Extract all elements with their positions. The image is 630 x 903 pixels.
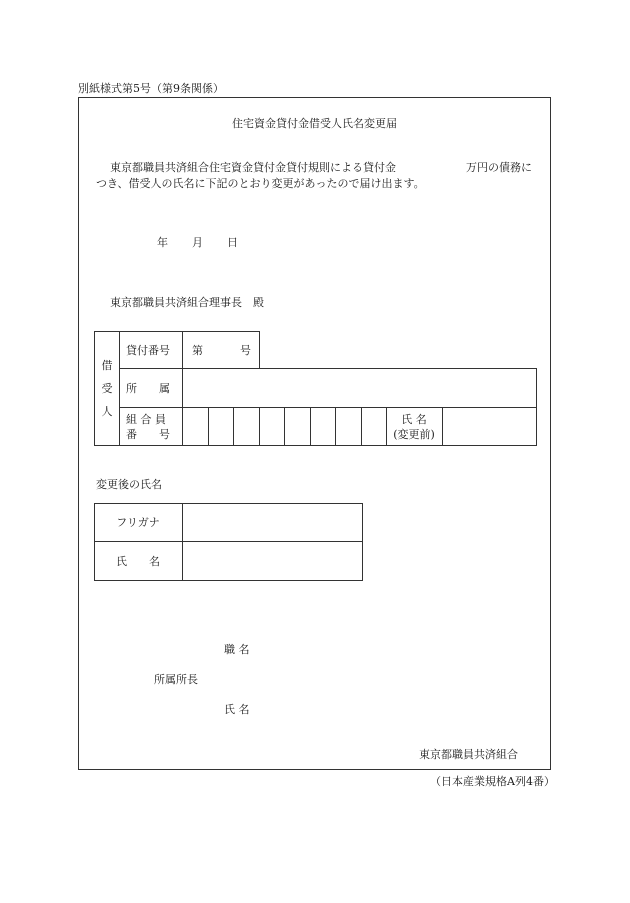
body-text-line1-part2: 万円の債務に xyxy=(466,161,532,174)
paper-size-note: （日本産業規格A列4番） xyxy=(430,775,555,788)
name-before-label-line1: 氏 名 xyxy=(401,413,427,426)
office-head-label: 所属所長 xyxy=(154,673,198,686)
affiliation-field[interactable] xyxy=(183,369,536,407)
position-label: 職 名 xyxy=(224,643,250,656)
furigana-label: フリガナ xyxy=(116,516,160,529)
body-text-line2: つき、借受人の氏名に下記のとおり変更があったので届け出ます。 xyxy=(96,177,425,190)
addressee: 東京都職員共済組合理事長 殿 xyxy=(110,296,264,309)
signer-name-label: 氏 名 xyxy=(224,703,250,716)
date-month-label: 月 xyxy=(192,236,203,249)
member-number-label-line1: 組 合 員 xyxy=(126,413,166,426)
borrower-label-char-3: 人 xyxy=(101,405,113,418)
form-reference: 別紙様式第5号（第9条関係） xyxy=(78,82,224,95)
body-text-line1-part1: 東京都職員共済組合住宅資金貸付金貸付規則による貸付金 xyxy=(110,161,396,174)
date-day-label: 日 xyxy=(227,236,238,249)
member-number-field[interactable] xyxy=(183,408,386,445)
furigana-field[interactable] xyxy=(183,504,362,541)
loan-number-label: 貸付番号 xyxy=(126,344,170,357)
new-name-label: 氏 名 xyxy=(116,555,160,568)
new-name-heading: 変更後の氏名 xyxy=(96,478,162,491)
name-before-label-line2: (変更前) xyxy=(393,428,435,441)
date-year-label: 年 xyxy=(157,236,168,249)
loan-number-prefix: 第 xyxy=(192,344,203,357)
name-before-field[interactable] xyxy=(443,408,536,445)
form-title: 住宅資金貸付金借受人氏名変更届 xyxy=(232,117,397,130)
loan-number-suffix: 号 xyxy=(240,344,251,357)
new-name-field[interactable] xyxy=(183,542,362,580)
borrower-label-char-2: 受 xyxy=(101,382,113,395)
organization-name: 東京都職員共済組合 xyxy=(419,748,518,761)
borrower-label-char-1: 借 xyxy=(101,359,113,372)
affiliation-label: 所 属 xyxy=(126,382,170,395)
member-number-label-line2: 番 号 xyxy=(126,428,170,441)
